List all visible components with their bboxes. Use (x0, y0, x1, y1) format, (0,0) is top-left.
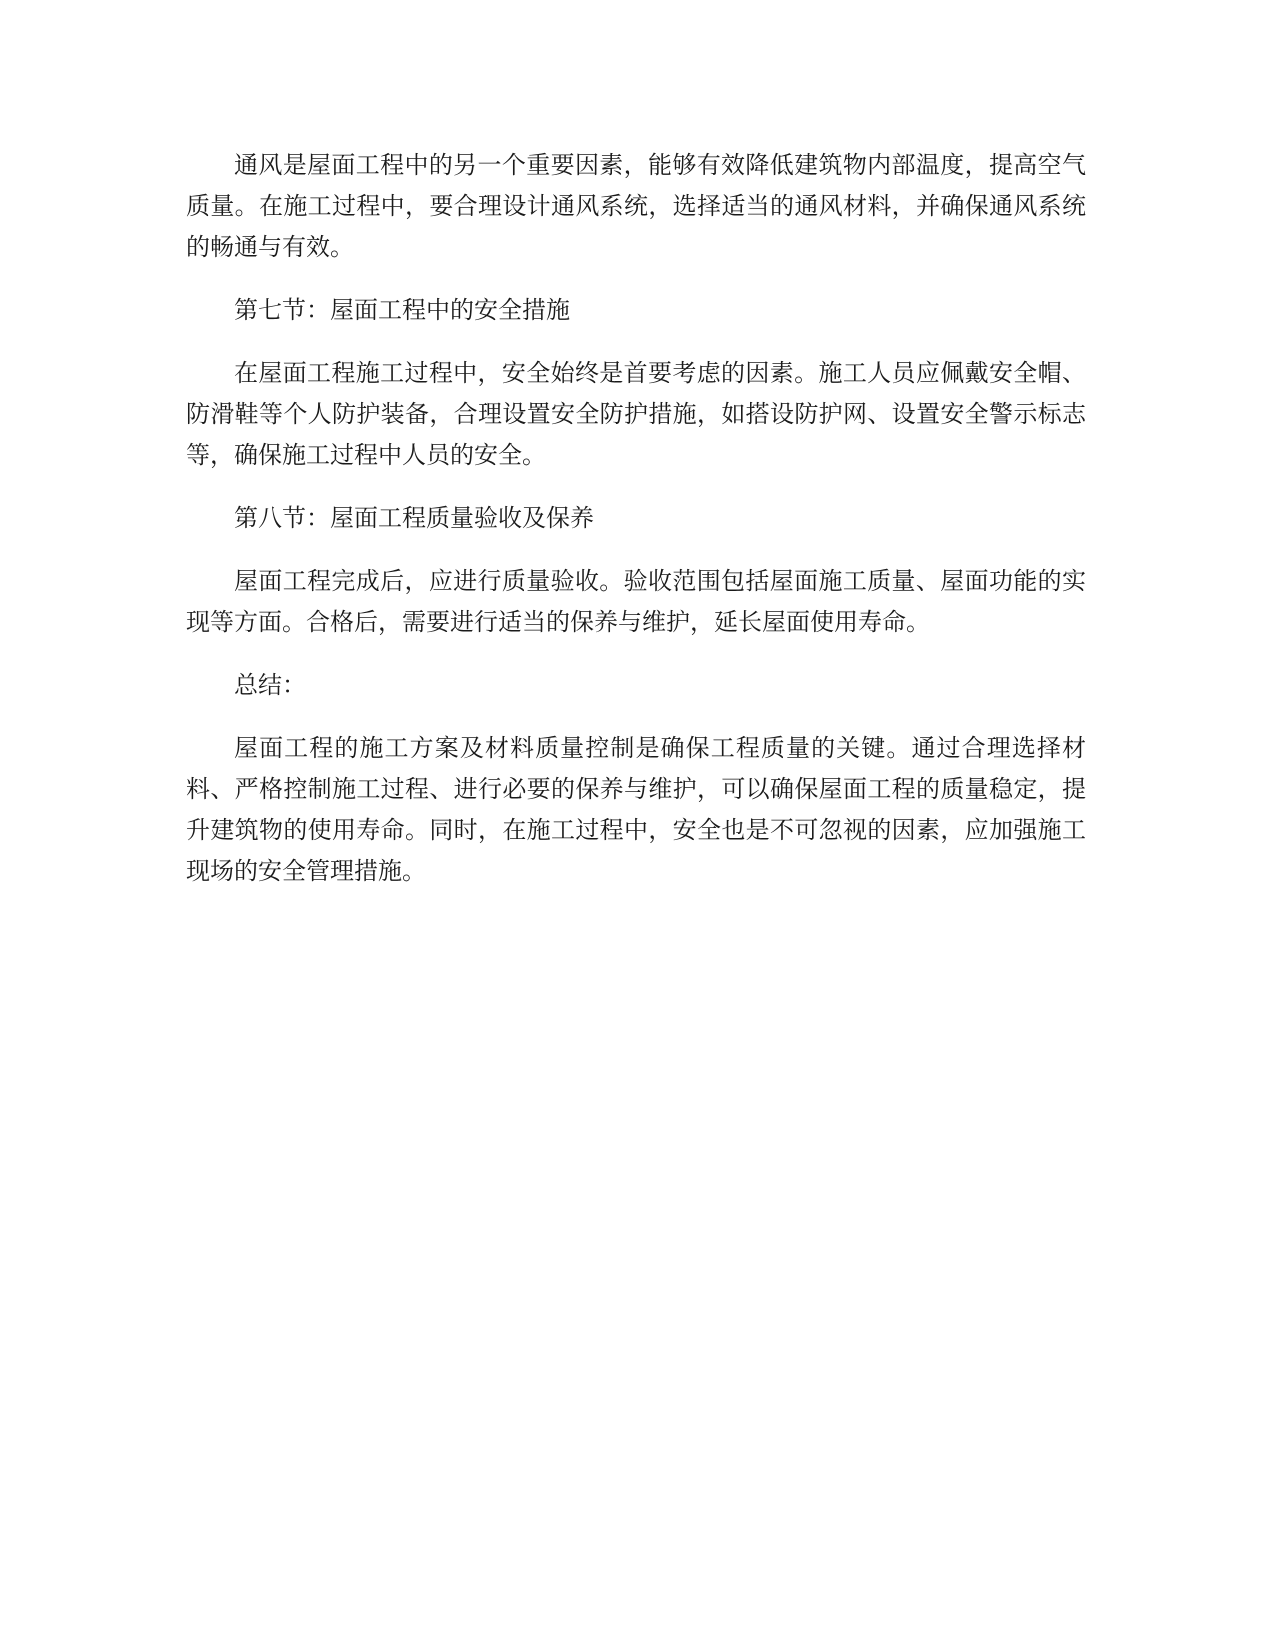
paragraph-summary: 屋面工程的施工方案及材料质量控制是确保工程质量的关键。通过合理选择材料、严格控制施工过程、进行必要的保养与维护，可以确保屋面工程的质量稳定，提升建筑物的使用寿命。同时，在施工过程中，安全也是不可忽视的因素，应加强施工现场的安全管理措施。 (186, 734, 1086, 885)
summary-heading: 总结： (234, 671, 306, 699)
section-heading-7: 第七节：屋面工程中的安全措施 (234, 296, 570, 324)
document-body (186, 145, 1086, 914)
paragraph-safety: 在屋面工程施工过程中，安全始终是首要考虑的因素。施工人员应佩戴安全帽、防滑鞋等个人防护装备，合理设置安全防护措施，如搭设防护网、设置安全警示标志等，确保施工过程中人员的安全。 (186, 359, 1086, 469)
paragraph-acceptance: 屋面工程完成后，应进行质量验收。验收范围包括屋面施工质量、屋面功能的实现等方面。合格后，需要进行适当的保养与维护，延长屋面使用寿命。 (186, 567, 1086, 636)
paragraph-ventilation: 通风是屋面工程中的另一个重要因素，能够有效降低建筑物内部温度，提高空气质量。在施工过程中，要合理设计通风系统，选择适当的通风材料，并确保通风系统的畅通与有效。 (186, 151, 1086, 261)
section-heading-8: 第八节：屋面工程质量验收及保养 (234, 504, 594, 532)
